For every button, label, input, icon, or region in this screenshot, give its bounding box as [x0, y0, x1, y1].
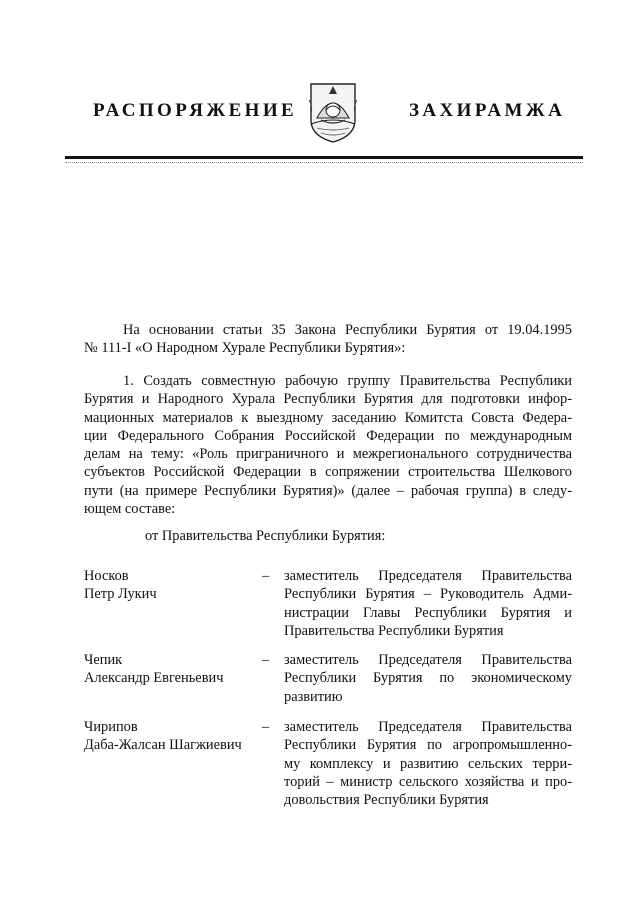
- item-1-paragraph: [84, 372, 572, 518]
- member-surname: Носков: [84, 568, 129, 584]
- member-surname: Чепик: [84, 652, 123, 668]
- member-dash: –: [262, 652, 270, 668]
- preamble-paragraph: [84, 321, 572, 358]
- preamble-line: № 111-I «О Народном Хурале Республики Бурятия»:: [84, 340, 406, 357]
- member-role-line: нистрации Главы Республики Бурятия и: [284, 604, 572, 621]
- member-surname: Чирипов: [84, 719, 138, 735]
- header-rule-thick: [65, 156, 583, 159]
- member-given-name: Александр Евгеньевич: [84, 670, 224, 687]
- member-dash: –: [262, 719, 270, 735]
- member-name: [84, 718, 259, 755]
- item-1-line: пути (на примере Республики Бурятия)» (далее – рабочая группа) в следу-: [84, 482, 572, 499]
- item-1-line: 1. Создать совместную рабочую группу Правительства Республики: [123, 373, 572, 389]
- member-role-line: заместитель Председателя Правительства: [284, 652, 572, 668]
- member-role: [284, 567, 572, 640]
- member-role-line: му комплексу и развитию сельских терри-: [284, 755, 572, 772]
- member-given-name: Петр Лукич: [84, 586, 157, 603]
- member-role-line: развитию: [284, 688, 343, 705]
- header-title-buryat: ЗАХИРАМЖА: [409, 100, 566, 121]
- member-role-line: Республики Бурятия по экономическому: [284, 670, 572, 687]
- member-entry: [84, 651, 572, 711]
- group-heading: от Правительства Республики Бурятия:: [145, 528, 386, 544]
- member-dash: –: [262, 568, 270, 584]
- member-role-line: заместитель Председателя Правительства: [284, 719, 572, 735]
- header-rule-dotted: [65, 162, 583, 163]
- member-role-line: заместитель Председателя Правительства: [284, 568, 572, 584]
- member-name: [84, 567, 259, 604]
- member-given-name: Даба-Жалсан Шагжиевич: [84, 737, 242, 754]
- item-1-line: Бурятия и Народного Хурала Республики Бурятия для подготовки инфор-: [84, 391, 572, 408]
- item-1-line: ющем составе:: [84, 501, 176, 518]
- header-title-russian: РАСПОРЯЖЕНИЕ: [93, 100, 298, 121]
- member-entry: [84, 567, 572, 647]
- member-role-line: торий – министр сельского хозяйства и про-: [284, 773, 572, 790]
- item-1-line: субъектов Российской Федерации в сопряжении строительства Шелкового: [84, 464, 572, 481]
- item-1-line: ции Федерального Собрания Российской Федерации по международным: [84, 427, 572, 444]
- member-entry: [84, 718, 572, 818]
- member-role: [284, 651, 572, 706]
- member-role-line: Республики Бурятия – Руководитель Адми-: [284, 586, 572, 603]
- member-role-line: Республики Бурятия по агропромышленно-: [284, 737, 572, 754]
- member-name: [84, 651, 259, 688]
- item-1-line: мационных материалов к выездному заседанию Комитста Совста Федера-: [84, 409, 572, 426]
- member-role: [284, 718, 572, 809]
- preamble-line: На основании статьи 35 Закона Республики Бурятия от 19.04.1995: [123, 322, 572, 338]
- item-1-line: делам на тему: «Роль приграничного и межрегионального сотрудничества: [84, 446, 572, 463]
- coat-of-arms-buryatia-icon: [307, 80, 359, 144]
- member-role-line: Правительства Республики Бурятия: [284, 622, 504, 639]
- member-role-line: довольствия Республики Бурятия: [284, 792, 489, 809]
